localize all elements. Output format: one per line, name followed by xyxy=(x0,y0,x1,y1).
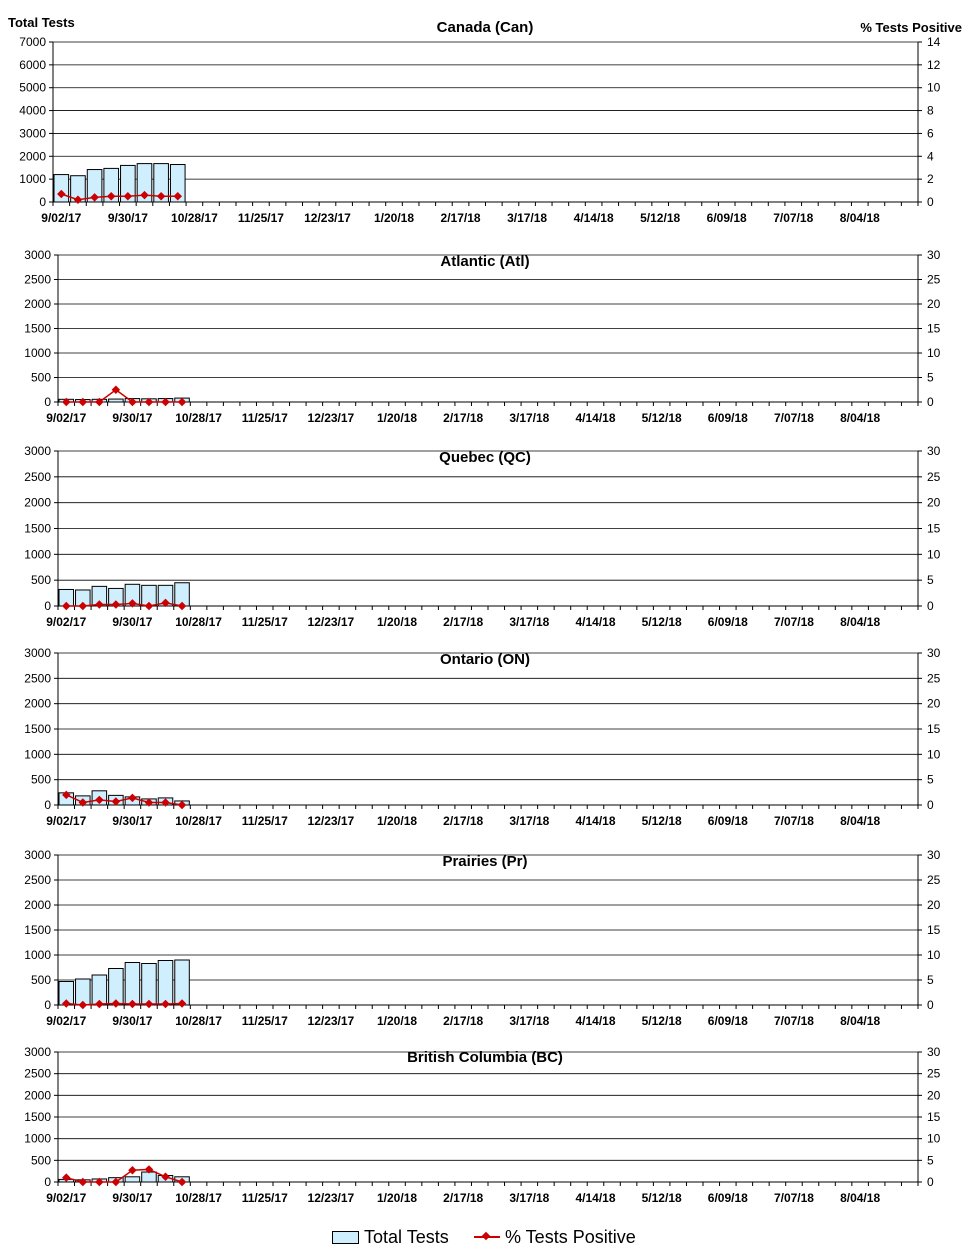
y-tick-label: 2500 xyxy=(24,873,51,887)
y2-tick-label: 20 xyxy=(927,1088,941,1103)
x-tick-label: 4/14/18 xyxy=(575,1014,616,1028)
y-tick-label: 2000 xyxy=(24,898,51,912)
y-tick-label: 500 xyxy=(30,370,51,385)
y2-tick-label: 10 xyxy=(927,1131,941,1146)
x-tick-label: 3/17/18 xyxy=(509,1014,550,1028)
x-tick-label: 3/17/18 xyxy=(509,411,550,425)
x-tick-label: 7/07/18 xyxy=(773,615,814,629)
line-point xyxy=(79,398,87,406)
x-tick-label: 6/09/18 xyxy=(706,211,747,225)
x-tick-label: 5/12/18 xyxy=(641,1191,682,1205)
x-tick-label: 10/28/17 xyxy=(175,1191,222,1205)
y-tick-label: 1500 xyxy=(24,923,51,937)
y-tick-label: 2500 xyxy=(24,1066,51,1081)
panel-3 xyxy=(24,646,940,828)
y2-tick-label: 10 xyxy=(927,948,941,962)
x-tick-label: 3/17/18 xyxy=(507,211,548,225)
y-tick-label: 0 xyxy=(39,195,46,209)
y2-tick-label: 8 xyxy=(927,103,934,118)
y-tick-label: 1000 xyxy=(24,747,51,762)
y2-tick-label: 15 xyxy=(927,1110,941,1124)
y-tick-label: 1000 xyxy=(24,547,51,562)
bar xyxy=(125,1177,140,1182)
x-tick-label: 5/12/18 xyxy=(641,814,682,828)
y2-tick-label: 15 xyxy=(927,722,941,736)
y-tick-label: 1000 xyxy=(24,346,51,360)
x-tick-label: 4/14/18 xyxy=(575,411,616,425)
x-tick-label: 2/17/18 xyxy=(443,1191,484,1205)
x-tick-label: 10/28/17 xyxy=(175,1014,222,1028)
panel-4 xyxy=(24,848,940,1028)
y-tick-label: 1000 xyxy=(19,172,46,187)
x-tick-label: 9/30/17 xyxy=(112,615,153,629)
x-tick-label: 2/17/18 xyxy=(443,814,484,828)
y-tick-label: 2000 xyxy=(24,495,51,510)
panel-2 xyxy=(24,444,940,629)
y-tick-label: 0 xyxy=(44,1175,51,1189)
x-tick-label: 12/23/17 xyxy=(304,211,351,225)
x-tick-label: 4/14/18 xyxy=(575,1191,616,1205)
y-tick-label: 7000 xyxy=(19,35,46,49)
y2-tick-label: 5 xyxy=(927,772,934,787)
y2-tick-label: 20 xyxy=(927,297,941,311)
y2-tick-label: 5 xyxy=(927,573,934,588)
x-tick-label: 6/09/18 xyxy=(707,615,748,629)
y-tick-label: 1500 xyxy=(24,722,51,736)
left-axis-title: Total Tests xyxy=(8,15,75,30)
y-tick-label: 1500 xyxy=(24,1110,51,1124)
x-tick-label: 3/17/18 xyxy=(509,814,550,828)
x-tick-label: 4/14/18 xyxy=(573,211,614,225)
bar xyxy=(158,961,173,1006)
x-tick-label: 1/20/18 xyxy=(377,1191,418,1205)
x-tick-label: 11/25/17 xyxy=(241,814,288,828)
y-tick-label: 0 xyxy=(44,798,51,812)
y2-tick-label: 25 xyxy=(927,272,941,287)
x-tick-label: 2/17/18 xyxy=(440,211,481,225)
y-tick-label: 1000 xyxy=(24,948,51,962)
y-tick-label: 6000 xyxy=(19,57,46,72)
y2-tick-label: 30 xyxy=(927,248,941,262)
bar xyxy=(142,964,157,1006)
x-tick-label: 11/25/17 xyxy=(237,211,284,225)
x-tick-label: 1/20/18 xyxy=(377,814,418,828)
x-tick-label: 1/20/18 xyxy=(377,615,418,629)
x-tick-label: 7/07/18 xyxy=(773,1191,814,1205)
x-tick-label: 12/23/17 xyxy=(307,1191,355,1205)
y2-tick-label: 2 xyxy=(927,172,934,187)
y-tick-label: 5000 xyxy=(19,80,46,95)
panel-0 xyxy=(19,19,940,225)
y-tick-label: 2000 xyxy=(24,1088,51,1103)
y2-tick-label: 25 xyxy=(927,873,941,887)
panel-5 xyxy=(24,1045,940,1205)
y-tick-label: 1500 xyxy=(24,521,51,536)
y-tick-label: 1000 xyxy=(24,1131,51,1146)
x-tick-label: 11/25/17 xyxy=(241,1014,288,1028)
x-tick-label: 8/04/18 xyxy=(840,411,881,425)
y-tick-label: 2000 xyxy=(19,149,46,164)
bar xyxy=(175,960,190,1005)
chart-title: Prairies (Pr) xyxy=(442,853,528,870)
y-tick-label: 3000 xyxy=(24,848,51,862)
y-tick-label: 2500 xyxy=(24,272,51,287)
chart-title: Quebec (QC) xyxy=(439,449,531,466)
y2-tick-label: 30 xyxy=(927,848,941,862)
y2-tick-label: 15 xyxy=(927,923,941,937)
x-tick-label: 6/09/18 xyxy=(707,1191,748,1205)
y-tick-label: 500 xyxy=(30,772,51,787)
x-tick-label: 11/25/17 xyxy=(241,1191,288,1205)
bar xyxy=(125,963,140,1006)
y-tick-label: 2000 xyxy=(24,696,51,711)
y2-tick-label: 15 xyxy=(927,521,941,536)
x-tick-label: 9/30/17 xyxy=(112,814,153,828)
chart-title: Atlantic (Atl) xyxy=(440,253,530,270)
y2-tick-label: 14 xyxy=(927,35,941,49)
y-tick-label: 0 xyxy=(44,599,51,613)
x-tick-label: 9/02/17 xyxy=(46,1191,87,1205)
y2-tick-label: 0 xyxy=(927,395,934,409)
y2-tick-label: 4 xyxy=(927,149,934,164)
x-tick-label: 2/17/18 xyxy=(443,411,484,425)
y-tick-label: 3000 xyxy=(19,126,46,141)
y2-tick-label: 5 xyxy=(927,370,934,385)
x-tick-label: 3/17/18 xyxy=(509,615,550,629)
y2-tick-label: 10 xyxy=(927,747,941,762)
x-tick-label: 12/23/17 xyxy=(307,1014,355,1028)
y2-tick-label: 20 xyxy=(927,495,941,510)
y-tick-label: 3000 xyxy=(24,646,51,660)
y-tick-label: 500 xyxy=(30,573,51,588)
y2-tick-label: 5 xyxy=(927,1153,934,1168)
x-tick-label: 1/20/18 xyxy=(377,411,418,425)
legend-item-total-tests xyxy=(332,1224,449,1250)
y2-tick-label: 0 xyxy=(927,195,934,209)
x-tick-label: 6/09/18 xyxy=(707,814,748,828)
x-tick-label: 9/02/17 xyxy=(46,411,87,425)
x-tick-label: 11/25/17 xyxy=(241,411,288,425)
legend-label-total-tests: Total Tests xyxy=(364,1226,449,1247)
x-tick-label: 2/17/18 xyxy=(443,1014,484,1028)
x-tick-label: 8/04/18 xyxy=(840,1014,881,1028)
chart-title: British Columbia (BC) xyxy=(407,1049,563,1066)
y-tick-label: 4000 xyxy=(19,103,46,118)
y-tick-label: 500 xyxy=(30,1153,51,1168)
x-tick-label: 7/07/18 xyxy=(773,1014,814,1028)
x-tick-label: 6/09/18 xyxy=(707,411,748,425)
x-tick-label: 12/23/17 xyxy=(307,615,355,629)
panel-1 xyxy=(24,248,940,425)
x-tick-label: 12/23/17 xyxy=(307,814,355,828)
x-tick-label: 9/30/17 xyxy=(112,1191,153,1205)
bar xyxy=(109,399,124,402)
chart-title: Canada (Can) xyxy=(436,19,534,36)
y2-tick-label: 20 xyxy=(927,696,941,711)
y2-tick-label: 6 xyxy=(927,126,934,141)
chart-title: Ontario (ON) xyxy=(440,651,530,668)
legend xyxy=(0,1224,970,1250)
x-tick-label: 1/20/18 xyxy=(377,1014,418,1028)
y2-tick-label: 20 xyxy=(927,898,941,912)
y-tick-label: 3000 xyxy=(24,444,51,458)
x-tick-label: 8/04/18 xyxy=(839,211,880,225)
y2-tick-label: 12 xyxy=(927,57,941,72)
x-tick-label: 7/07/18 xyxy=(773,814,814,828)
y2-tick-label: 30 xyxy=(927,1045,941,1059)
y2-tick-label: 0 xyxy=(927,798,934,812)
y-tick-label: 0 xyxy=(44,998,51,1012)
y-tick-label: 2500 xyxy=(24,469,51,484)
y2-tick-label: 10 xyxy=(927,80,941,95)
y-tick-label: 3000 xyxy=(24,248,51,262)
y-tick-label: 500 xyxy=(30,973,51,987)
y-tick-label: 2000 xyxy=(24,297,51,311)
x-tick-label: 8/04/18 xyxy=(840,1191,881,1205)
legend-line-swatch xyxy=(474,1230,500,1244)
y2-tick-label: 25 xyxy=(927,671,941,686)
x-tick-label: 10/28/17 xyxy=(175,615,222,629)
x-tick-label: 3/17/18 xyxy=(509,1191,550,1205)
y2-tick-label: 30 xyxy=(927,444,941,458)
x-tick-label: 8/04/18 xyxy=(840,615,881,629)
y2-tick-label: 25 xyxy=(927,469,941,484)
x-tick-label: 1/20/18 xyxy=(373,211,415,225)
y2-tick-label: 30 xyxy=(927,646,941,660)
y-tick-label: 0 xyxy=(44,395,51,409)
x-tick-label: 6/09/18 xyxy=(707,1014,748,1028)
y2-tick-label: 10 xyxy=(927,547,941,562)
y2-tick-label: 5 xyxy=(927,973,934,987)
x-tick-label: 7/07/18 xyxy=(773,211,814,225)
x-tick-label: 5/12/18 xyxy=(641,1014,682,1028)
x-tick-label: 12/23/17 xyxy=(307,411,355,425)
legend-bar-swatch xyxy=(332,1231,359,1244)
x-tick-label: 9/30/17 xyxy=(112,1014,153,1028)
y2-tick-label: 10 xyxy=(927,346,941,360)
y2-tick-label: 0 xyxy=(927,998,934,1012)
x-tick-label: 8/04/18 xyxy=(840,814,881,828)
y2-tick-label: 0 xyxy=(927,1175,934,1189)
x-tick-label: 2/17/18 xyxy=(443,615,484,629)
x-tick-label: 7/07/18 xyxy=(773,411,814,425)
x-tick-label: 11/25/17 xyxy=(241,615,288,629)
x-tick-label: 4/14/18 xyxy=(575,814,616,828)
x-tick-label: 5/12/18 xyxy=(641,411,682,425)
y2-tick-label: 25 xyxy=(927,1066,941,1081)
y-tick-label: 1500 xyxy=(24,321,51,336)
legend-label-percent-positive: % Tests Positive xyxy=(505,1226,636,1247)
x-tick-label: 9/02/17 xyxy=(46,615,87,629)
x-tick-label: 5/12/18 xyxy=(641,615,682,629)
x-tick-label: 9/02/17 xyxy=(46,1014,87,1028)
y-tick-label: 2500 xyxy=(24,671,51,686)
x-tick-label: 10/28/17 xyxy=(175,814,222,828)
line-point xyxy=(79,1178,87,1186)
right-axis-title: % Tests Positive xyxy=(860,20,962,35)
x-tick-label: 9/02/17 xyxy=(41,211,82,225)
y2-tick-label: 15 xyxy=(927,321,941,336)
x-tick-label: 9/02/17 xyxy=(46,814,87,828)
x-tick-label: 9/30/17 xyxy=(112,411,153,425)
x-tick-label: 10/28/17 xyxy=(171,211,218,225)
x-tick-label: 9/30/17 xyxy=(107,211,148,225)
legend-item-percent-positive xyxy=(474,1224,636,1250)
x-tick-label: 4/14/18 xyxy=(575,615,616,629)
x-tick-label: 10/28/17 xyxy=(175,411,222,425)
y-tick-label: 3000 xyxy=(24,1045,51,1059)
x-tick-label: 5/12/18 xyxy=(640,211,681,225)
y2-tick-label: 0 xyxy=(927,599,934,613)
